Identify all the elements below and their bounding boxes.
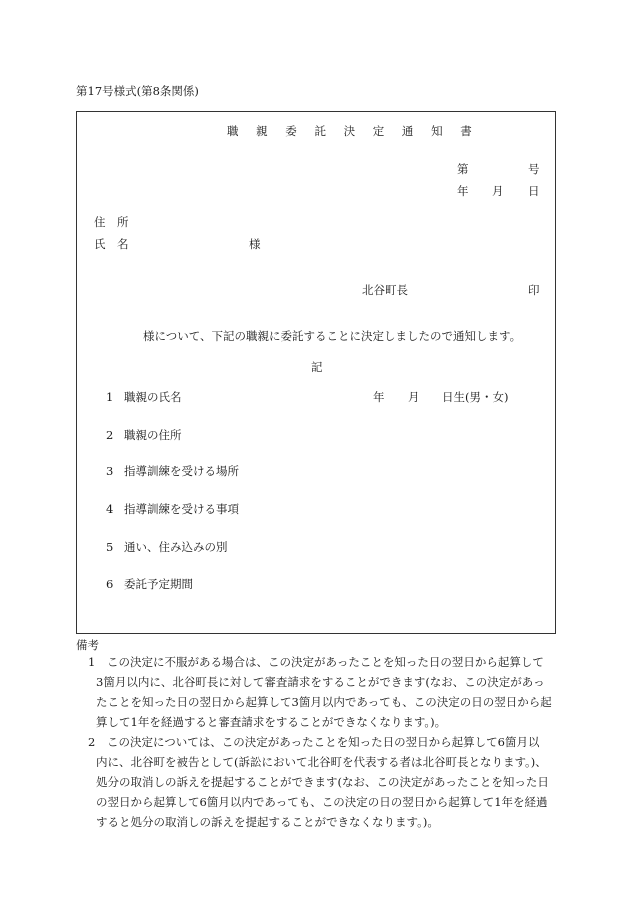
birth-month: 月: [408, 390, 420, 404]
recipient-honorific: 様: [249, 237, 261, 251]
date-day: 日: [528, 184, 540, 198]
item-5-label: 通い、住み込みの別: [124, 540, 228, 554]
remark-1-line-1: この決定に不服がある場合は、この決定があったことを知った日の翌日から起算して: [107, 655, 544, 669]
name-label: 氏 名: [94, 237, 129, 251]
item-6-label: 委託予定期間: [124, 577, 193, 591]
item-6-number: 6: [106, 577, 114, 591]
remark-1-line-3: たことを知った日の翌日から起算して3箇月以内であっても、この決定の日の翌日から起: [96, 695, 552, 709]
doc-number-suffix: 号: [528, 162, 540, 176]
remark-2-line-1: この決定については、この決定があったことを知った日の翌日から起算して6箇月以: [107, 735, 540, 749]
item-3-number: 3: [106, 464, 114, 478]
date-month: 月: [492, 184, 504, 198]
remark-2-number: 2: [88, 735, 96, 749]
form-label: 第17号様式(第8条関係): [76, 84, 199, 98]
notice-text: 様について、下記の職親に委託することに決定しましたので通知します。: [143, 329, 522, 343]
item-1-label: 職親の氏名: [124, 390, 182, 404]
remark-2-line-4: の翌日から起算して6箇月以内であっても、この決定の日の翌日から起算して1年を経過: [96, 795, 548, 809]
remarks-title: 備考: [76, 638, 99, 652]
birth-day-sex: 日生(男・女): [442, 390, 509, 404]
ki-heading: 記: [311, 360, 323, 374]
issuer: 北谷町長: [362, 283, 408, 297]
remark-1-line-2: 3箇月以内に、北谷町長に対して審査請求をすることができます(なお、この決定があっ: [96, 675, 545, 689]
item-2-label: 職親の住所: [124, 428, 182, 442]
item-3-label: 指導訓練を受ける場所: [124, 464, 239, 478]
remark-2-line-2: 内に、北谷町を被告として(訴訟において北谷町を代表する者は北谷町長となります。)、: [96, 755, 547, 769]
remark-1-line-4: 算して1年を経過すると審査請求をすることができなくなります。)。: [96, 715, 447, 729]
doc-number-prefix: 第: [457, 162, 469, 176]
remark-2-line-5: すると処分の取消しの訴えを提起することができなくなります。)。: [96, 815, 439, 829]
item-2-number: 2: [106, 428, 114, 442]
document-title: 職 親 委 託 決 定 通 知 書: [227, 124, 479, 138]
date-year: 年: [457, 184, 469, 198]
item-5-number: 5: [106, 540, 114, 554]
seal-mark: 印: [528, 283, 540, 297]
remark-1-number: 1: [88, 655, 96, 669]
item-4-number: 4: [106, 502, 114, 516]
address-label: 住 所: [94, 215, 129, 229]
birth-year: 年: [373, 390, 385, 404]
remark-2-line-3: 処分の取消しの訴えを提起することができます(なお、この決定があったことを知った日: [96, 775, 549, 789]
item-4-label: 指導訓練を受ける事項: [124, 502, 239, 516]
item-1-number: 1: [106, 390, 114, 404]
